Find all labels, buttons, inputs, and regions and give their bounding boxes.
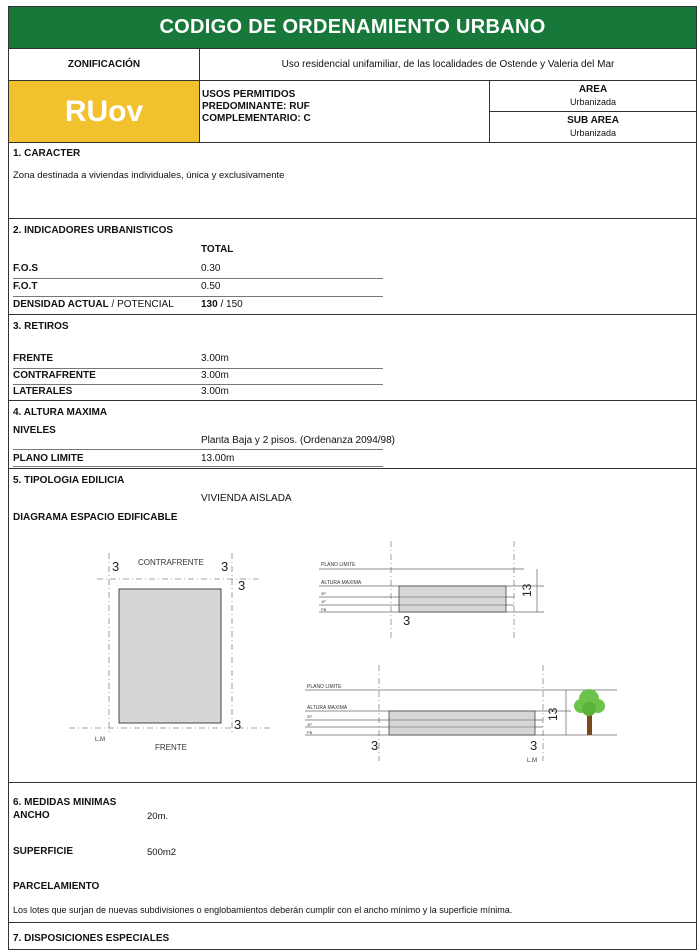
frente-value: 3.00m	[201, 353, 229, 364]
section-bottom-lm-label: L.M	[527, 758, 538, 764]
section-tipologia	[9, 469, 696, 783]
plano-limite-label: PLANO LIMITE	[13, 453, 84, 464]
section-top-setback: 3	[403, 613, 411, 628]
section-bottom-altura-maxima: ALTURA MAXIMA	[307, 705, 348, 711]
indicadores-title: 2. INDICADORES URBANISTICOS	[13, 225, 174, 236]
section-retiros	[9, 315, 696, 401]
fot-label: F.O.T	[13, 281, 38, 292]
subarea-label: SUB AREA	[567, 115, 619, 126]
laterales-value: 3.00m	[201, 386, 229, 397]
superficie-value: 500m2	[147, 847, 177, 858]
section-bottom-setback-left: 3	[371, 738, 379, 753]
tipologia-title: 5. TIPOLOGIA EDILICIA	[13, 475, 125, 486]
fos-label: F.O.S	[13, 263, 39, 274]
disposiciones-title: 7. DISPOSICIONES ESPECIALES	[13, 933, 170, 944]
usos-line1: USOS PERMITIDOS	[202, 89, 296, 100]
section-bottom-level-pb: PB	[307, 730, 313, 735]
section-bottom-plano-limite: PLANO LIMITE	[307, 684, 342, 690]
niveles-label: NIVELES	[13, 425, 56, 436]
plano-limite-divider	[13, 466, 383, 467]
altura-title: 4. ALTURA MAXIMA	[13, 407, 108, 418]
ancho-label: ANCHO	[13, 810, 50, 821]
plan-view	[69, 553, 271, 752]
densidad-potencial-label: / POTENCIAL	[108, 299, 174, 310]
laterales-label: LATERALES	[13, 386, 73, 397]
subarea-cell	[490, 112, 696, 142]
densidad-potencial-value: / 150	[217, 299, 243, 310]
usos-line3: COMPLEMENTARIO: C	[202, 113, 311, 124]
section-top-altura-maxima: ALTURA MAXIMA	[321, 580, 362, 586]
area-block	[490, 81, 696, 142]
zonificacion-label: ZONIFICACIÓN	[9, 49, 200, 80]
superficie-label: SUPERFICIE	[13, 846, 74, 857]
total-label: TOTAL	[201, 244, 234, 255]
section-bottom-height: 13	[546, 707, 560, 721]
frente-label: FRENTE	[13, 353, 53, 364]
zone-header-row	[9, 81, 696, 143]
section-bottom-level-2p: 2P	[307, 714, 312, 719]
retiros-title: 3. RETIROS	[13, 321, 69, 332]
section-bottom-setback-right: 3	[530, 738, 538, 753]
section-caracter	[9, 143, 696, 219]
plan-dim-top-left: 3	[112, 559, 120, 574]
subarea-value: Urbanizada	[569, 128, 617, 138]
fos-divider	[13, 278, 383, 279]
section-top-level-2p: 2P	[321, 591, 326, 596]
section-top-level-1p: 1P	[321, 599, 326, 604]
document-title: CODIGO DE ORDENAMIENTO URBANO	[9, 7, 696, 49]
densidad-label	[13, 299, 174, 310]
fot-value: 0.50	[201, 281, 221, 292]
plan-dim-right-top: 3	[238, 578, 246, 593]
section-medidas	[9, 783, 696, 923]
area-cell	[490, 81, 696, 112]
contrafrente-divider	[13, 384, 383, 385]
fot-divider	[13, 296, 383, 297]
densidad-value	[201, 299, 243, 310]
medidas-title: 6. MEDIDAS MINIMAS	[13, 797, 117, 808]
plano-limite-value: 13.00m	[201, 453, 235, 464]
plan-lm-label: L.M	[95, 737, 106, 743]
section-building-top	[399, 586, 506, 612]
usos-line2: PREDOMINANTE: RUF	[202, 101, 310, 112]
section-bottom-level-1p: 1P	[307, 722, 312, 727]
fos-value: 0.30	[201, 263, 221, 274]
buildable-space-diagram	[9, 469, 698, 783]
plan-frente-label: FRENTE	[155, 743, 187, 752]
diagrama-title: DIAGRAMA ESPACIO EDIFICABLE	[13, 512, 178, 523]
niveles-value: Planta Baja y 2 pisos. (Ordenanza 2094/98)	[201, 435, 396, 446]
contrafrente-label: CONTRAFRENTE	[13, 370, 96, 381]
section-disposiciones	[9, 923, 696, 949]
plan-dim-right-bottom: 3	[234, 717, 242, 732]
section-indicadores	[9, 219, 696, 315]
ancho-value: 20m.	[147, 811, 169, 822]
zone-code: RUov	[9, 81, 200, 142]
section-top-height: 13	[520, 583, 534, 597]
tipologia-value: VIVIENDA AISLADA	[201, 493, 292, 504]
zonificacion-row	[9, 49, 696, 81]
section-top-level-pb: PB	[321, 607, 327, 612]
caracter-text: Zona destinada a viviendas individuales, única y exclusivamente	[13, 170, 285, 181]
caracter-title: 1. CARACTER	[13, 148, 81, 159]
zonificacion-value: Uso residencial unifamiliar, de las localidades de Ostende y Valeria del Mar	[281, 59, 615, 70]
usos-permitidos	[200, 81, 490, 142]
contrafrente-value: 3.00m	[201, 370, 229, 381]
section-view-bottom	[305, 665, 617, 764]
building-footprint	[119, 589, 221, 723]
area-value: Urbanizada	[569, 97, 617, 107]
zoning-sheet	[8, 6, 697, 950]
section-building-bottom	[389, 711, 535, 735]
frente-divider	[13, 368, 383, 369]
area-label: AREA	[578, 84, 608, 95]
densidad-actual-label: DENSIDAD ACTUAL	[13, 299, 109, 310]
niveles-divider	[13, 449, 383, 450]
densidad-actual-value: 130	[201, 299, 218, 310]
section-view-top	[319, 541, 544, 641]
section-altura	[9, 401, 696, 469]
parcelamiento-label: PARCELAMIENTO	[13, 881, 100, 892]
plan-dim-top-right: 3	[221, 559, 229, 574]
tree-icon	[574, 689, 605, 735]
plan-contrafrente-label: CONTRAFRENTE	[138, 558, 204, 567]
section-top-plano-limite: PLANO LIMITE	[321, 562, 356, 568]
parcelamiento-text: Los lotes que surjan de nuevas subdivisiones o englobamientos deberán cumplir con el ancho mínimo y la superficie mínima.	[13, 905, 513, 915]
